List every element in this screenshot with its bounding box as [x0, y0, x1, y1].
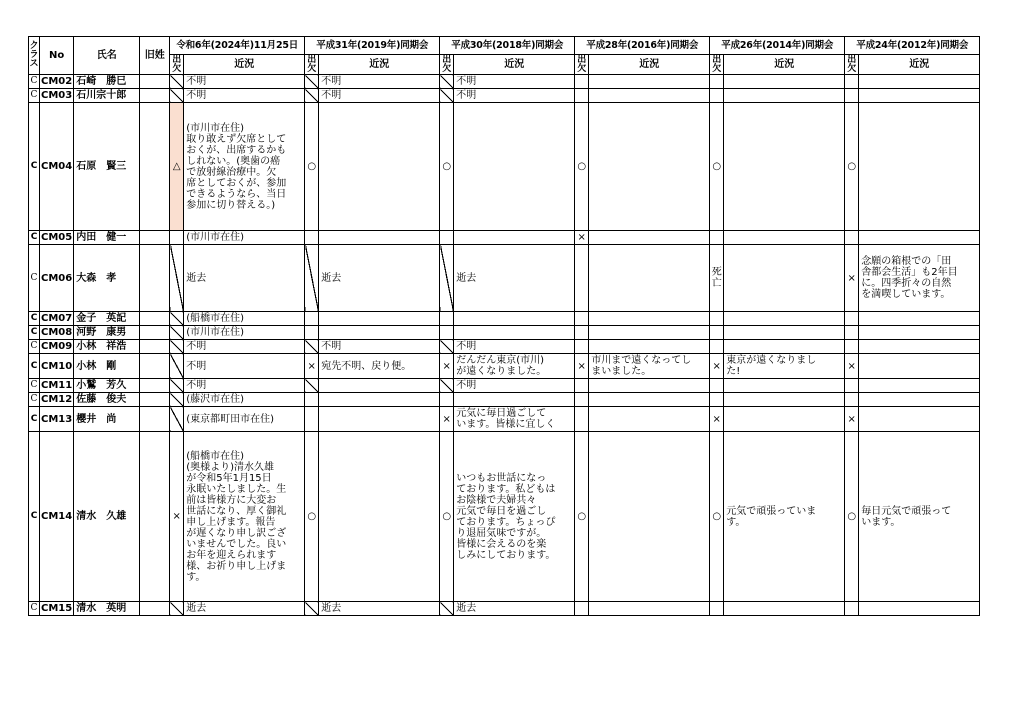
cell-status: 宛先不明、戻り便。	[319, 354, 440, 379]
cell-attendance: ○	[440, 432, 454, 602]
cell-attendance	[305, 231, 319, 245]
cell-status	[319, 393, 440, 407]
cell-attendance	[170, 75, 184, 89]
cell-status: 不明	[454, 340, 575, 354]
cell-status: 東京が遠くなりまし た!	[724, 354, 845, 379]
table-body	[29, 75, 980, 616]
header-status-1: 近況	[319, 55, 440, 75]
cell-attendance	[170, 312, 184, 326]
cell-attendance: ×	[710, 407, 724, 432]
cell-former-name	[140, 326, 170, 340]
cell-attendance: 死 亡	[710, 245, 724, 312]
cell-former-name	[140, 340, 170, 354]
cell-attendance	[845, 379, 859, 393]
cell-status: 不明	[454, 379, 575, 393]
cell-status: 元気で頑張っていま す。	[724, 432, 845, 602]
cell-attendance	[170, 326, 184, 340]
cell-status: 逝去	[184, 245, 305, 312]
cell-attendance	[575, 602, 589, 616]
cell-attendance	[440, 602, 454, 616]
cell-no: CM03	[41, 90, 73, 101]
cell-class: C	[29, 407, 40, 432]
cell-former-name	[140, 602, 170, 616]
cell-status: 不明	[184, 340, 305, 354]
header-period-5: 平成24年(2012年)同期会	[845, 37, 980, 55]
cell-attendance	[845, 75, 859, 89]
cell-attendance: ×	[575, 231, 589, 245]
cell-status	[589, 103, 710, 231]
cell-attendance	[170, 602, 184, 616]
header-attendance-4: 出 欠	[710, 55, 724, 75]
cell-status	[319, 326, 440, 340]
cell-attendance	[710, 326, 724, 340]
cell-attendance	[170, 231, 184, 245]
table-row	[29, 393, 980, 407]
cell-attendance	[575, 75, 589, 89]
cell-attendance: ×	[575, 354, 589, 379]
cell-attendance	[845, 312, 859, 326]
cell-attendance	[170, 340, 184, 354]
cell-former-name	[140, 432, 170, 602]
cell-name: 小林 祥浩	[74, 340, 140, 354]
table-row	[29, 245, 980, 312]
cell-attendance: ○	[845, 103, 859, 231]
cell-status	[589, 340, 710, 354]
cell-attendance: ×	[440, 407, 454, 432]
cell-attendance: ○	[710, 432, 724, 602]
cell-attendance	[710, 379, 724, 393]
cell-name: 小林 剛	[74, 354, 140, 379]
cell-status	[319, 231, 440, 245]
cell-no: CM05	[41, 232, 73, 243]
table-row	[29, 312, 980, 326]
cell-attendance	[710, 393, 724, 407]
cell-status: 逝去	[319, 602, 440, 616]
table-row	[29, 231, 980, 245]
cell-status: いつもお世話になっ ております。私どもは お陰様で夫婦共々 元気で毎日を過ごし ております。ちょっぴ り退屈気味ですが。 皆様に会えるのを楽 しみにしております。	[454, 432, 575, 602]
cell-status	[589, 312, 710, 326]
cell-attendance	[845, 602, 859, 616]
cell-status: 逝去	[184, 602, 305, 616]
header-period-1: 平成31年(2019年)同期会	[305, 37, 440, 55]
cell-attendance: ○	[575, 432, 589, 602]
cell-status	[319, 432, 440, 602]
cell-attendance	[575, 326, 589, 340]
header-status-0: 近況	[184, 55, 305, 75]
cell-status	[589, 75, 710, 89]
table-row	[29, 75, 980, 89]
cell-name: 内田 健一	[74, 231, 140, 245]
table-row	[29, 340, 980, 354]
cell-status	[589, 407, 710, 432]
cell-status	[319, 407, 440, 432]
cell-status: (市川市在住) 取り敢えず欠席として おくが、出席するかも しれない。(奥歯の癌 で放射線治療中。欠 席としておくが、参加 できるようなら、当日 参加に切り替える。)	[184, 103, 305, 231]
cell-status: 不明	[319, 75, 440, 89]
cell-status: 不明	[184, 354, 305, 379]
cell-class: C	[29, 103, 40, 231]
cell-status	[454, 393, 575, 407]
cell-status: (藤沢市在住)	[184, 393, 305, 407]
cell-status	[589, 432, 710, 602]
cell-name: 小鷲 芳久	[74, 379, 140, 393]
cell-name: 清水 英明	[74, 602, 140, 616]
cell-no: CM09	[41, 341, 73, 352]
cell-attendance: ×	[845, 407, 859, 432]
cell-no: CM06	[40, 245, 74, 312]
cell-status	[724, 407, 845, 432]
cell-attendance	[575, 89, 589, 103]
cell-attendance: ×	[440, 354, 454, 379]
cell-attendance	[440, 245, 454, 312]
cell-status: 逝去	[319, 245, 440, 312]
cell-attendance	[575, 312, 589, 326]
header-name: 氏名	[74, 37, 140, 75]
cell-attendance	[845, 89, 859, 103]
cell-status: 逝去	[454, 245, 575, 312]
cell-attendance: ○	[305, 103, 319, 231]
header-no: No	[40, 37, 74, 75]
cell-status: 念願の箱根での「田 舎都会生活」も2年目 に。四季折々の自然 を満喫しています。	[859, 245, 980, 312]
cell-attendance	[170, 379, 184, 393]
cell-status: 不明	[319, 89, 440, 103]
cell-class: C	[29, 340, 40, 354]
cell-status: 元気に毎日過ごして います。皆様に宜しく	[454, 407, 575, 432]
cell-status: (船橋市在住)	[184, 312, 305, 326]
cell-name: 清水 久雄	[74, 432, 140, 602]
cell-no: CM04	[40, 103, 74, 231]
cell-attendance: ×	[305, 354, 319, 379]
cell-no: CM14	[40, 432, 74, 602]
header-class-label: ク ラ ス	[29, 41, 39, 69]
cell-status: (市川市在住)	[184, 231, 305, 245]
cell-status	[589, 245, 710, 312]
cell-attendance: ×	[710, 354, 724, 379]
cell-name: 石崎 勝巳	[74, 75, 140, 89]
cell-status	[724, 103, 845, 231]
cell-status	[859, 103, 980, 231]
table-row	[29, 407, 980, 432]
cell-attendance	[305, 75, 319, 89]
cell-status	[319, 103, 440, 231]
cell-attendance: ×	[170, 432, 184, 602]
cell-no: CM02	[41, 76, 73, 87]
cell-attendance	[440, 326, 454, 340]
cell-attendance	[305, 393, 319, 407]
cell-no: CM10	[40, 354, 74, 379]
cell-attendance	[575, 245, 589, 312]
header-attendance-2: 出 欠	[440, 55, 454, 75]
cell-status	[589, 89, 710, 103]
cell-status	[859, 379, 980, 393]
cell-class: C	[29, 231, 40, 245]
cell-status	[859, 354, 980, 379]
cell-attendance: ○	[305, 432, 319, 602]
cell-status	[454, 103, 575, 231]
cell-class: C	[29, 89, 40, 103]
table-row	[29, 103, 980, 231]
cell-former-name	[140, 312, 170, 326]
cell-status	[454, 231, 575, 245]
cell-attendance	[575, 379, 589, 393]
cell-status	[724, 602, 845, 616]
header-status-4: 近況	[724, 55, 845, 75]
cell-status	[589, 602, 710, 616]
cell-class: C	[29, 245, 40, 312]
header-period-3: 平成28年(2016年)同期会	[575, 37, 710, 55]
cell-status	[859, 89, 980, 103]
table-row	[29, 379, 980, 393]
cell-name: 石原 賢三	[74, 103, 140, 231]
cell-attendance	[440, 89, 454, 103]
cell-attendance	[845, 340, 859, 354]
cell-status: 不明	[184, 379, 305, 393]
cell-name: 金子 英記	[74, 312, 140, 326]
cell-class: C	[29, 602, 40, 616]
header-attendance-1: 出 欠	[305, 55, 319, 75]
cell-class: C	[29, 326, 40, 340]
cell-attendance	[170, 245, 184, 312]
header-former-name: 旧姓	[140, 37, 170, 75]
cell-no: CM15	[41, 603, 73, 614]
cell-status	[724, 326, 845, 340]
table-header	[29, 37, 980, 75]
cell-status: 不明	[184, 75, 305, 89]
header-period-4: 平成26年(2014年)同期会	[710, 37, 845, 55]
cell-attendance	[170, 393, 184, 407]
alumni-status-table	[28, 36, 980, 616]
cell-status	[859, 75, 980, 89]
cell-attendance	[305, 340, 319, 354]
header-attendance-5: 出 欠	[845, 55, 859, 75]
cell-no: CM13	[40, 407, 74, 432]
cell-former-name	[140, 89, 170, 103]
cell-status	[724, 393, 845, 407]
cell-former-name	[140, 407, 170, 432]
cell-status	[859, 340, 980, 354]
cell-status	[319, 312, 440, 326]
cell-status	[724, 245, 845, 312]
table-row	[29, 89, 980, 103]
cell-attendance	[845, 393, 859, 407]
cell-attendance	[710, 75, 724, 89]
cell-status: 不明	[454, 89, 575, 103]
cell-attendance	[440, 393, 454, 407]
cell-attendance	[845, 231, 859, 245]
cell-attendance	[305, 379, 319, 393]
cell-attendance	[845, 326, 859, 340]
cell-class: C	[29, 75, 40, 89]
cell-name: 櫻井 尚	[74, 407, 140, 432]
cell-status	[724, 89, 845, 103]
cell-attendance: ○	[575, 103, 589, 231]
table-row	[29, 354, 980, 379]
cell-status	[859, 326, 980, 340]
cell-class: C	[29, 432, 40, 602]
cell-attendance	[305, 602, 319, 616]
cell-status	[724, 340, 845, 354]
cell-status	[859, 602, 980, 616]
cell-attendance	[440, 231, 454, 245]
cell-status: 不明	[184, 89, 305, 103]
cell-status	[724, 231, 845, 245]
cell-status: (船橋市在住) (奥様より)清水久雄 が令和5年1月15日 永眠いたしました。生 前は皆様方に大変お 世話になり、厚く御礼 申し上げます。報告 が遅くなり申し訳ござ いませんでした。良い お年を迎えられます 様、お祈り申し上げま す。	[184, 432, 305, 602]
cell-attendance	[575, 340, 589, 354]
cell-attendance: △	[170, 103, 184, 231]
cell-status: 市川まで遠くなってし まいました。	[589, 354, 710, 379]
cell-attendance	[710, 89, 724, 103]
cell-attendance	[305, 89, 319, 103]
cell-attendance	[710, 312, 724, 326]
cell-attendance	[710, 340, 724, 354]
cell-status: 不明	[319, 340, 440, 354]
cell-status	[859, 407, 980, 432]
cell-attendance	[170, 89, 184, 103]
cell-status	[589, 231, 710, 245]
cell-attendance: ×	[845, 245, 859, 312]
header-attendance-3: 出 欠	[575, 55, 589, 75]
cell-attendance	[440, 312, 454, 326]
cell-status	[724, 312, 845, 326]
cell-status: 不明	[454, 75, 575, 89]
cell-attendance: ○	[710, 103, 724, 231]
cell-attendance	[305, 407, 319, 432]
cell-status: (東京都町田市在住)	[184, 407, 305, 432]
cell-attendance	[440, 379, 454, 393]
header-attendance-0: 出 欠	[170, 55, 184, 75]
cell-attendance	[170, 407, 184, 432]
cell-attendance	[575, 407, 589, 432]
cell-status: だんだん東京(市川) が遠くなりました。	[454, 354, 575, 379]
cell-class: C	[29, 393, 40, 407]
cell-no: CM12	[41, 394, 73, 405]
cell-former-name	[140, 393, 170, 407]
cell-class: C	[29, 354, 40, 379]
cell-attendance: ○	[440, 103, 454, 231]
cell-attendance: ×	[845, 354, 859, 379]
header-status-2: 近況	[454, 55, 575, 75]
cell-attendance	[305, 312, 319, 326]
cell-status	[454, 326, 575, 340]
cell-status: 逝去	[454, 602, 575, 616]
cell-no: CM11	[41, 380, 73, 391]
cell-status	[724, 379, 845, 393]
cell-attendance	[710, 602, 724, 616]
header-status-5: 近況	[859, 55, 980, 75]
cell-attendance	[305, 245, 319, 312]
cell-name: 佐藤 俊夫	[74, 393, 140, 407]
cell-attendance	[305, 326, 319, 340]
cell-attendance	[575, 393, 589, 407]
cell-attendance	[170, 354, 184, 379]
cell-former-name	[140, 103, 170, 231]
cell-former-name	[140, 245, 170, 312]
cell-status	[454, 312, 575, 326]
cell-status	[859, 393, 980, 407]
cell-attendance	[710, 231, 724, 245]
cell-attendance	[440, 75, 454, 89]
cell-status	[724, 75, 845, 89]
cell-status: 毎日元気で頑張って います。	[859, 432, 980, 602]
cell-name: 河野 康男	[74, 326, 140, 340]
cell-former-name	[140, 379, 170, 393]
cell-status	[589, 393, 710, 407]
cell-status: (市川市在住)	[184, 326, 305, 340]
cell-status	[319, 379, 440, 393]
header-period-0: 令和6年(2024年)11月25日	[170, 37, 305, 55]
cell-no: CM07	[41, 313, 73, 324]
cell-status	[859, 231, 980, 245]
cell-class: C	[29, 379, 40, 393]
cell-name: 大森 孝	[74, 245, 140, 312]
cell-no: CM08	[41, 327, 73, 338]
cell-former-name	[140, 231, 170, 245]
header-period-2: 平成30年(2018年)同期会	[440, 37, 575, 55]
cell-attendance	[440, 340, 454, 354]
cell-name: 石川宗十郎	[74, 89, 140, 103]
cell-status	[589, 326, 710, 340]
cell-attendance: ○	[845, 432, 859, 602]
cell-class: C	[29, 312, 40, 326]
cell-former-name	[140, 75, 170, 89]
table-row	[29, 432, 980, 602]
table-row	[29, 602, 980, 616]
table-row	[29, 326, 980, 340]
cell-former-name	[140, 354, 170, 379]
cell-status	[859, 312, 980, 326]
header-class	[29, 37, 40, 75]
cell-status	[589, 379, 710, 393]
header-status-3: 近況	[589, 55, 710, 75]
